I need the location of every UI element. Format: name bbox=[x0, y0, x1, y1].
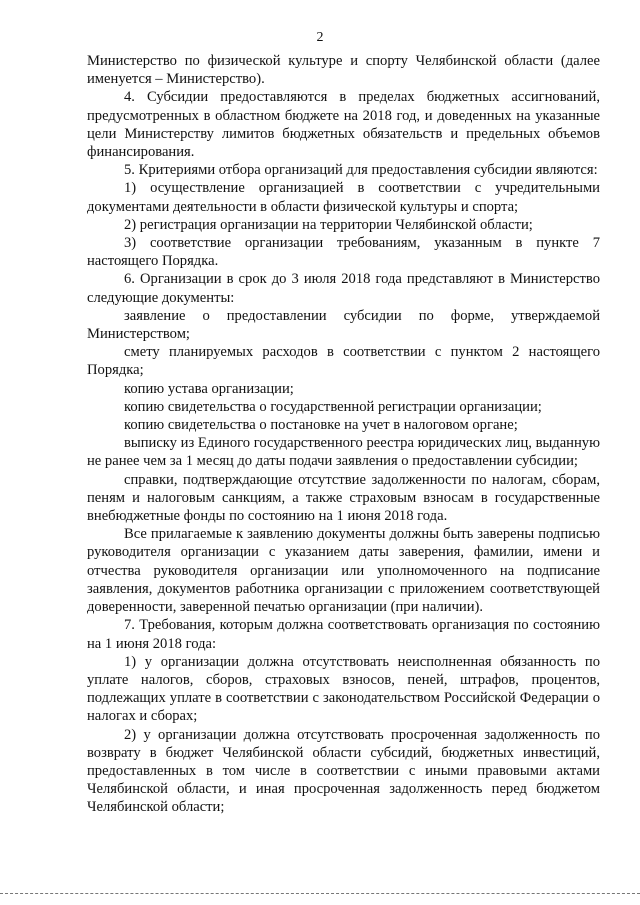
page-number: 2 bbox=[316, 30, 324, 45]
document-list-item: выписку из Единого государственного реестра юридических лиц, выданную не ранее чем за 1 месяц до даты подачи заявления о предоставлении субсидии; bbox=[87, 435, 600, 470]
subitem-5-1: 1) осуществление организацией в соответствии с учредительными документами деятельности в области физической культуры и спорта; bbox=[87, 180, 600, 215]
paragraph-certification: Все прилагаемые к заявлению документы должны быть заверены подписью руководителя организации с указанием даты заверения, фамилии, имени и отчества руководителя организации или уполномоченного на подписание заявления, документов работника организации с приложением соответствующей доверенности, заверенной печатью организации (при наличии). bbox=[87, 526, 600, 616]
document-list-item: заявление о предоставлении субсидии по форме, утверждаемой Министерством; bbox=[87, 307, 600, 343]
bottom-divider bbox=[0, 893, 640, 894]
subitem-7-1: 1) у организации должна отсутствовать неисполненная обязанность по уплате налогов, сборов, страховых взносов, пеней, штрафов, процентов, подлежащих уплате в соответствии с законодательством Российской Федерации о налогах и сборах; bbox=[87, 653, 600, 725]
subitem-5-3: 3) соответствие организации требованиям, указанным в пункте 7 настоящего Порядка. bbox=[87, 235, 600, 270]
paragraph-item-7: 7. Требования, которым должна соответствовать организация по состоянию на 1 июня 2018 года: bbox=[87, 617, 600, 652]
document-body bbox=[87, 52, 600, 817]
paragraph-item-6: 6. Организации в срок до 3 июля 2018 года представляют в Министерство следующие документы: bbox=[87, 271, 600, 306]
document-list-item: копию устава организации; bbox=[124, 380, 294, 397]
document-list-item: копию свидетельства о государственной регистрации организации; bbox=[124, 398, 542, 415]
paragraph-item-4: 4. Субсидии предоставляются в пределах бюджетных ассигнований, предусмотренных в областном бюджете на 2018 год, и доведенных на указанные цели Министерству лимитов бюджетных обязательств и предельных объемов финансирования. bbox=[87, 89, 600, 161]
subitem-7-2: 2) у организации должна отсутствовать просроченная задолженность по возврату в бюджет Челябинской области субсидий, бюджетных инвестиций, предоставленных в том числе в соответствии с иными правовыми актами Челябинской области, и иная просроченная задолженность перед бюджетом Челябинской области; bbox=[87, 726, 600, 816]
document-list-item: смету планируемых расходов в соответствии с пунктом 2 настоящего Порядка; bbox=[87, 344, 600, 379]
document-list-item: копию свидетельства о постановке на учет в налоговом органе; bbox=[124, 417, 518, 434]
subitem-5-2: 2) регистрация организации на территории Челябинской области; bbox=[124, 216, 533, 233]
paragraph-continuation: Министерство по физической культуре и спорту Челябинской области (далее именуется – Министерство). bbox=[87, 53, 600, 88]
paragraph-item-5: 5. Критериями отбора организаций для предоставления субсидии являются: bbox=[124, 162, 598, 179]
document-list-item: справки, подтверждающие отсутствие задолженности по налогам, сборам, пеням и налоговым санкциям, а также страховым взносам в государственные внебюджетные фонды по состоянию на 1 июня 2018 года. bbox=[87, 471, 600, 525]
